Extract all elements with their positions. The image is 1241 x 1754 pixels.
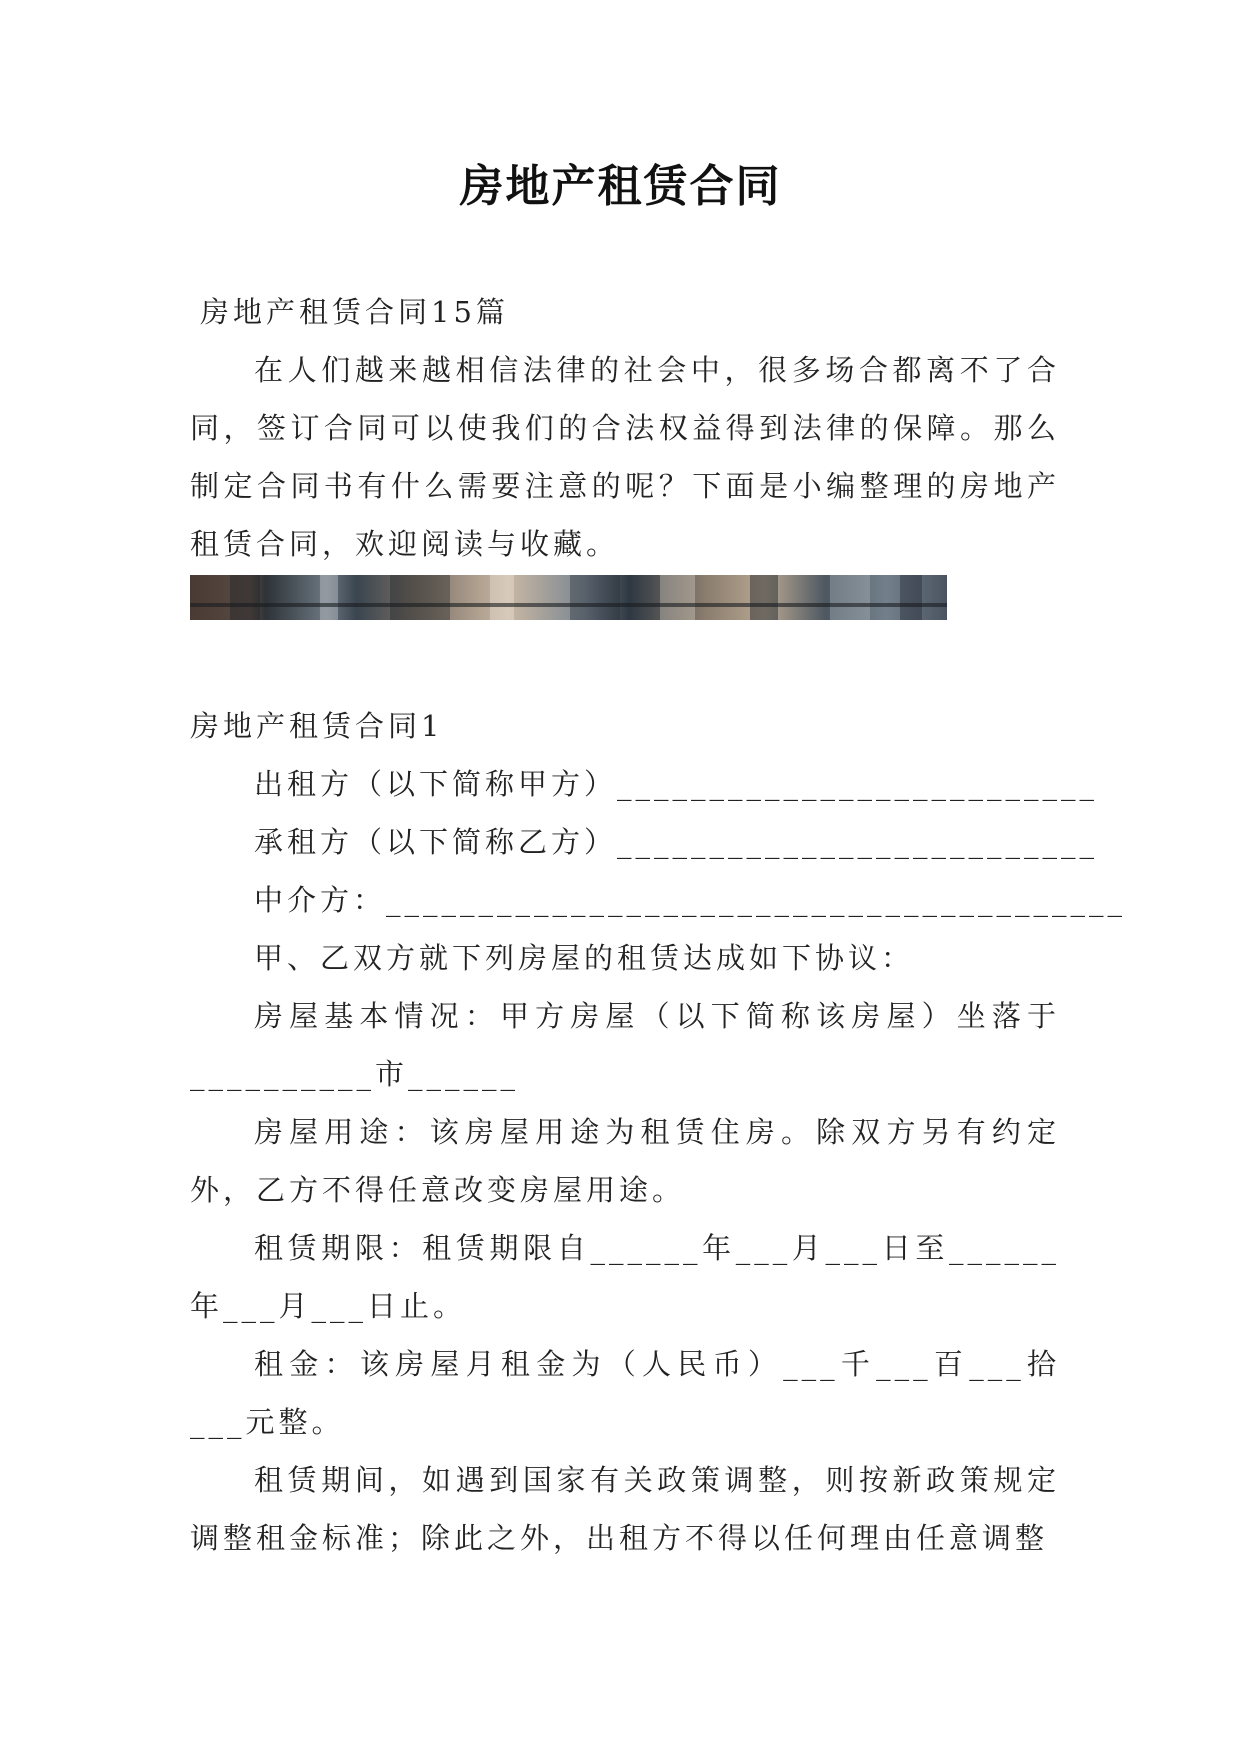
agreement-line: 甲、乙双方就下列房屋的租赁达成如下协议：: [254, 941, 915, 975]
lessor-line: 出租方（以下简称甲方）__________________________: [254, 767, 1099, 801]
agent-line: 中介方：________________________________________: [254, 883, 1127, 917]
lessee-line: 承租方（以下简称乙方）__________________________: [254, 825, 1099, 859]
usage-paragraph: 房屋用途：该房屋用途为租赁住房。除双方另有约定外，乙方不得任意改变房屋用途。: [190, 1115, 1060, 1207]
term-paragraph: 租赁期限：租赁期限自______年___月___日至______年___月___日止。: [190, 1231, 1060, 1323]
adjust-paragraph: 租赁期间，如遇到国家有关政策调整，则按新政策规定调整租金标准；除此之外，出租方不得以任何理由任意调整: [190, 1463, 1060, 1555]
rent-paragraph: 租金：该房屋月租金为（人民币）___千___百___拾___元整。: [190, 1347, 1060, 1439]
document-title: 房地产租赁合同: [459, 161, 782, 212]
banner-image: [190, 575, 947, 620]
property-paragraph: 房屋基本情况：甲方房屋（以下简称该房屋）坐落于__________市______: [190, 999, 1060, 1091]
intro-paragraph: 在人们越来越相信法律的社会中，很多场合都离不了合同，签订合同可以使我们的合法权益得到法律的保障。那么制定合同书有什么需要注意的呢？下面是小编整理的房地产租赁合同，欢迎阅读与收藏。: [190, 353, 1060, 561]
section-heading: 房地产租赁合同1: [190, 709, 444, 743]
document-subtitle: 房地产租赁合同15篇: [200, 295, 509, 329]
